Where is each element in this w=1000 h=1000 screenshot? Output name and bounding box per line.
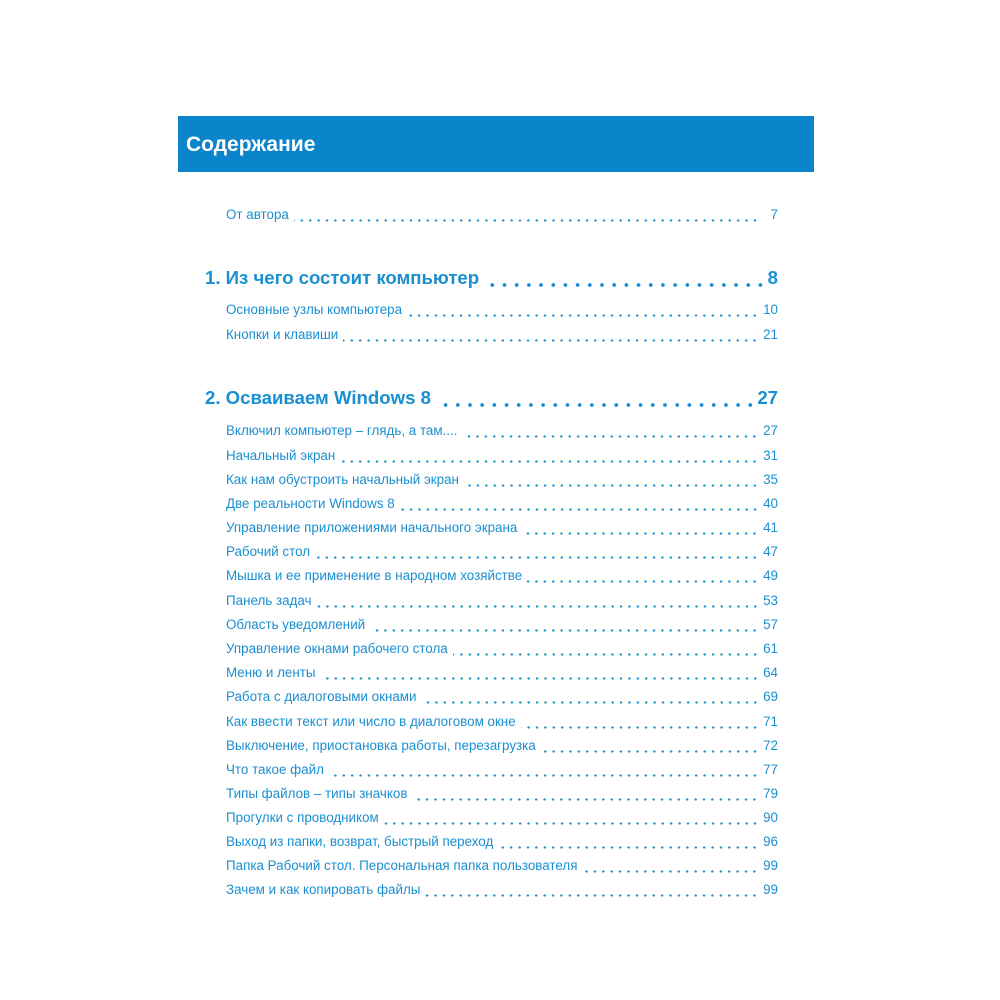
- toc-page-number: 10: [763, 302, 778, 317]
- toc-entry[interactable]: [226, 805, 778, 827]
- dot-leader: [370, 616, 759, 634]
- toc-entry[interactable]: [226, 491, 778, 513]
- dot-leader: [340, 447, 759, 465]
- toc-entry-title: Типы файлов – типы значков: [226, 786, 408, 801]
- dot-leader: [425, 881, 759, 899]
- toc-page-number: 99: [763, 882, 778, 897]
- toc-page-number: 57: [763, 617, 778, 632]
- toc-chapter[interactable]: [205, 260, 778, 290]
- toc-entry[interactable]: [226, 684, 778, 706]
- toc-page-number: 35: [763, 472, 778, 487]
- toc-entry[interactable]: [226, 202, 778, 224]
- toc-page-number: 47: [763, 544, 778, 559]
- toc-page-number: 96: [763, 834, 778, 849]
- toc-page-number: 64: [763, 665, 778, 680]
- dot-leader: [329, 761, 759, 779]
- toc-page-number: 7: [762, 206, 778, 224]
- toc-page-number: 27: [757, 387, 778, 408]
- toc-entry[interactable]: [226, 636, 778, 658]
- toc-entry[interactable]: [226, 563, 778, 585]
- toc-page-number: 40: [763, 496, 778, 511]
- contents-title: Содержание: [186, 133, 316, 156]
- toc-entry[interactable]: [226, 757, 778, 779]
- toc-page-number: 79: [763, 786, 778, 801]
- toc-entry[interactable]: [226, 443, 778, 465]
- toc-page-number: 41: [763, 520, 778, 535]
- toc-entry-title: Папка Рабочий стол. Персональная папка пользователя: [226, 858, 578, 873]
- toc-entry[interactable]: [226, 709, 778, 731]
- toc-entry-title: Прогулки с проводником: [226, 810, 379, 825]
- toc-entry-title: Как нам обустроить начальный экран: [226, 472, 459, 487]
- dot-leader: [321, 664, 759, 682]
- toc-page-number: 90: [763, 810, 778, 825]
- dot-leader: [582, 857, 759, 875]
- dot-leader: [317, 592, 759, 610]
- toc-entry-title: Мышка и ее применение в народном хозяйстве: [226, 568, 523, 583]
- toc-entry-title: Выход из папки, возврат, быстрый переход: [226, 834, 494, 849]
- toc-entry[interactable]: [226, 733, 778, 755]
- toc-page-number: 71: [763, 714, 778, 729]
- toc-entry-title: Кнопки и клавиши: [226, 327, 339, 342]
- dot-leader: [541, 737, 759, 755]
- toc-entry[interactable]: [226, 781, 778, 803]
- dot-leader: [384, 809, 759, 827]
- toc-entry-title: Выключение, приостановка работы, перезагрузка: [226, 738, 536, 753]
- toc-entry[interactable]: [226, 539, 778, 561]
- toc-entry[interactable]: [226, 829, 778, 851]
- dot-leader: [527, 567, 759, 585]
- toc-entry-title: Меню и ленты: [226, 665, 316, 680]
- toc-entry-title: Управление приложениями начального экрана: [226, 520, 518, 535]
- toc-entry[interactable]: [226, 418, 778, 440]
- dot-leader: [407, 301, 759, 319]
- toc-page-number: 69: [763, 689, 778, 704]
- toc-entry[interactable]: [226, 612, 778, 634]
- toc-chapter-title: 1. Из чего состоит компьютер: [205, 267, 480, 288]
- toc-page-number: 53: [763, 593, 778, 608]
- toc-page-number: 77: [763, 762, 778, 777]
- toc-page-number: 8: [767, 267, 778, 288]
- toc-entry[interactable]: [226, 853, 778, 875]
- toc-entry-title: От автора: [226, 207, 289, 222]
- dot-leader: [412, 785, 759, 803]
- dot-leader: [294, 206, 759, 224]
- dot-leader: [453, 640, 759, 658]
- toc-page-number: 31: [763, 448, 778, 463]
- toc-entry-title: Включил компьютер – глядь, а там....: [226, 423, 458, 438]
- toc-entry-title: Область уведомлений: [226, 617, 366, 632]
- toc-entry-title: Основные узлы компьютера: [226, 302, 403, 317]
- dot-leader: [343, 326, 759, 344]
- toc-entry[interactable]: [226, 515, 778, 537]
- dot-leader: [522, 519, 759, 537]
- toc-entry[interactable]: [226, 588, 778, 610]
- toc-entry[interactable]: [226, 660, 778, 682]
- dot-leader: [521, 713, 759, 731]
- dot-leader: [486, 266, 767, 290]
- toc-chapter[interactable]: [205, 380, 778, 410]
- toc-entry[interactable]: [226, 467, 778, 489]
- toc-page-number: 99: [763, 858, 778, 873]
- toc-chapter-title: 2. Осваиваем Windows 8: [205, 387, 431, 408]
- toc-entry-title: Рабочий стол: [226, 544, 311, 559]
- toc-page-number: 61: [763, 641, 778, 656]
- toc-entry-title: Управление окнами рабочего стола: [226, 641, 448, 656]
- dot-leader: [462, 422, 759, 440]
- dot-leader: [400, 495, 759, 513]
- dot-leader: [464, 471, 759, 489]
- dot-leader: [438, 386, 756, 410]
- toc-entry[interactable]: [226, 297, 778, 319]
- dot-leader: [422, 688, 760, 706]
- toc-page-number: 49: [763, 568, 778, 583]
- toc-page-number: 72: [763, 738, 778, 753]
- toc-entry-title: Панель задач: [226, 593, 312, 608]
- toc-entry-title: Что такое файл: [226, 762, 324, 777]
- toc-page-number: 27: [763, 423, 778, 438]
- dot-leader: [315, 543, 759, 561]
- toc-entry-title: Начальный экран: [226, 448, 336, 463]
- toc-entry-title: Работа с диалоговыми окнами: [226, 689, 417, 704]
- toc-page-number: 21: [763, 327, 778, 342]
- toc-entry-title: Две реальности Windows 8: [226, 496, 395, 511]
- toc-entry[interactable]: [226, 877, 778, 899]
- toc-entry-title: Как ввести текст или число в диалоговом окне: [226, 714, 516, 729]
- toc-entry[interactable]: [226, 322, 778, 344]
- dot-leader: [498, 833, 759, 851]
- toc-entry-title: Зачем и как копировать файлы: [226, 882, 421, 897]
